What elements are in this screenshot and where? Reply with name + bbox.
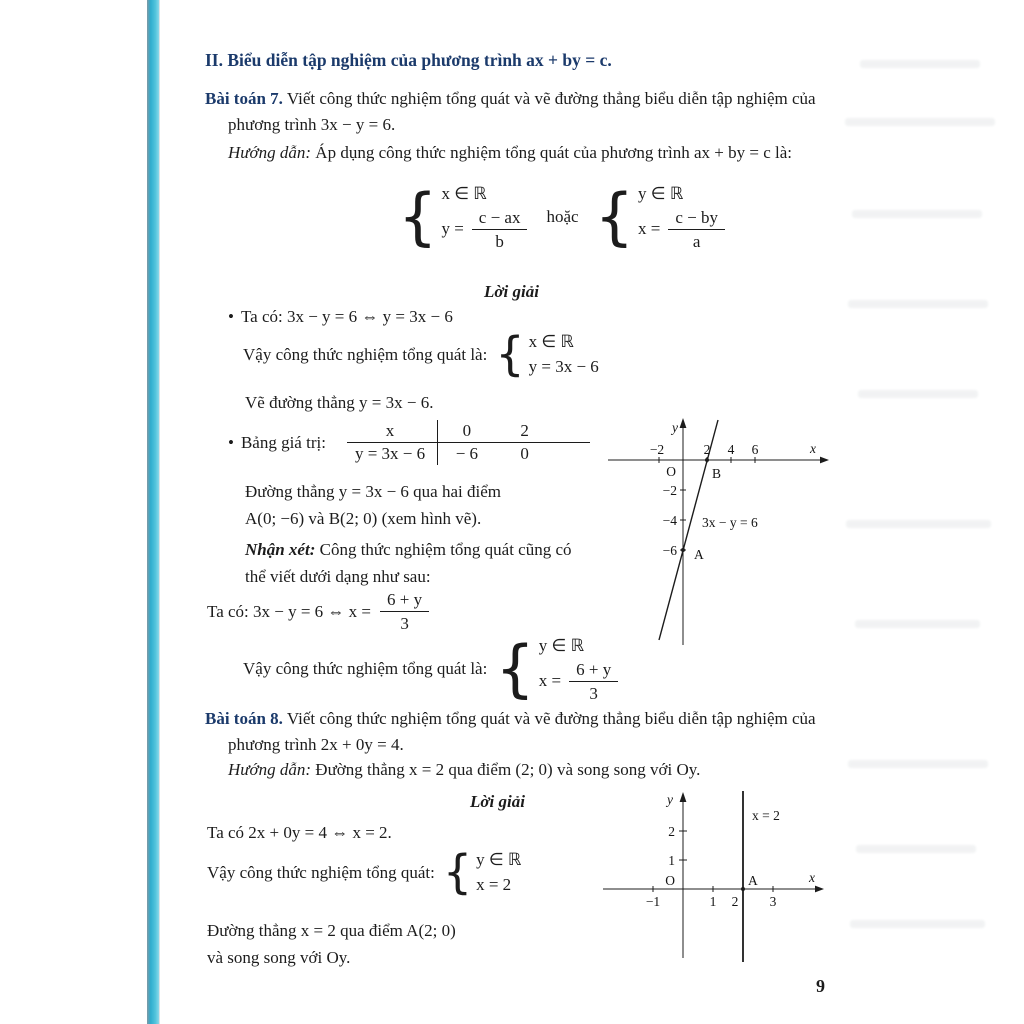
hint-text: Áp dụng công thức nghiệm tổng quát của phương trình ax + by = c là: <box>315 143 792 162</box>
left-brace: { <box>594 180 635 254</box>
step1-text: Ta có: 3x − y = 6 ⇔ y = 3x − 6 <box>240 307 453 326</box>
system1-line1: x ∈ ℝ <box>441 184 487 203</box>
y-axis-label: y <box>672 420 678 435</box>
point-a-dot <box>681 548 685 552</box>
denominator: a <box>692 231 701 251</box>
x-axis-arrow <box>820 457 829 464</box>
x-tick-label: 3 <box>769 894 777 909</box>
x-tick-label: 2 <box>731 894 739 909</box>
page-bleed-artifact <box>855 620 980 628</box>
y-tick-label: −6 <box>662 543 677 558</box>
fraction <box>472 207 528 253</box>
problem8-text: Viết công thức nghiệm tổng quát và vẽ đường thẳng biểu diễn tập nghiệm của phương trình 2x + 0y = 4. <box>228 709 816 755</box>
problem7-hint <box>205 140 821 166</box>
value-table-label: Bảng giá trị: <box>240 432 326 452</box>
table-cell: − 6 <box>455 444 479 463</box>
general-solution-formulas <box>398 182 728 252</box>
page-bleed-artifact <box>845 118 995 126</box>
denominator: b <box>495 231 504 251</box>
y-tick-label: −4 <box>662 513 677 528</box>
y-tick-label: −2 <box>662 483 677 498</box>
system2-lhs: x = <box>638 219 661 239</box>
table-cell: 0 <box>438 420 496 443</box>
table-spacer <box>554 420 590 443</box>
solution-system <box>495 326 599 381</box>
y-axis-label: y <box>667 792 673 807</box>
formula-system-2 <box>595 182 728 252</box>
problem7-label: Bài toán 7. <box>205 89 283 108</box>
table-cell: y = 3x − 6 <box>347 443 438 466</box>
system1-lhs: y = <box>441 219 464 239</box>
book-edge-strip <box>147 0 160 1024</box>
system-lhs: x = <box>538 671 562 691</box>
problem7-statement <box>205 86 821 139</box>
step2-text: Vậy công thức nghiệm tổng quát: <box>207 862 435 882</box>
page-bleed-artifact <box>848 300 988 308</box>
system2-line1: y ∈ ℝ <box>638 184 684 203</box>
hint-text: Đường thẳng x = 2 qua điểm (2; 0) và song song với Oy. <box>315 760 701 779</box>
point-a-dot <box>741 887 745 891</box>
numerator: c − by <box>668 207 725 230</box>
page-bleed-artifact <box>846 520 991 528</box>
graph-line-3x-minus-y-6 <box>600 415 832 650</box>
denominator: 3 <box>400 614 409 634</box>
step3-line1: Đường thẳng x = 2 qua điểm A(2; 0) <box>207 921 456 940</box>
origin-label: O <box>665 873 675 888</box>
solution8-step3 <box>207 917 557 971</box>
hint-label: Hướng dẫn: <box>228 760 312 779</box>
problem8-label: Bài toán 8. <box>205 709 283 728</box>
table-row <box>347 443 590 466</box>
x-tick-label: 2 <box>703 442 711 457</box>
step3-line2: và song song với Oy. <box>207 948 351 968</box>
solution7-step1 <box>228 307 453 327</box>
y-tick-label: 1 <box>668 853 675 868</box>
point-a-label: A <box>694 547 704 562</box>
value-table-block <box>228 420 590 465</box>
point-a-label: A <box>748 873 758 888</box>
page-bleed-artifact <box>848 760 988 768</box>
graph-line-x-equals-2 <box>595 786 833 971</box>
solution7-step5 <box>243 634 621 704</box>
x-tick-label: −1 <box>645 894 661 909</box>
numerator: 6 + y <box>569 659 618 682</box>
note-label: Nhận xét: <box>245 540 316 559</box>
fraction <box>668 207 725 253</box>
problem8-statement <box>205 706 821 759</box>
bullet: • <box>228 432 234 452</box>
table-spacer <box>554 443 590 466</box>
para-line1: Đường thẳng y = 3x − 6 qua hai điểm <box>245 482 501 501</box>
solution8-step1: Ta có 2x + 0y = 4 ⇔ x = 2. <box>207 823 392 842</box>
or-word: hoặc <box>546 207 579 227</box>
page-number: 9 <box>816 976 825 996</box>
problem7-text: Viết công thức nghiệm tổng quát và vẽ đường thẳng biểu diễn tập nghiệm của phương trình 3x − y = 6. <box>228 89 816 135</box>
x-axis-label: x <box>809 870 815 885</box>
page-bleed-artifact <box>856 845 976 853</box>
hint-label: Hướng dẫn: <box>228 143 312 162</box>
y-axis-arrow <box>680 792 687 802</box>
note-text: Công thức nghiệm tổng quát cũng có thể viết dưới dạng như sau: <box>245 540 572 587</box>
origin-label: O <box>666 464 676 479</box>
fraction <box>569 659 618 705</box>
numerator: 6 + y <box>380 589 429 612</box>
system-line2: y = 3x − 6 <box>528 356 599 376</box>
system-line2: x = 2 <box>476 874 512 894</box>
x-axis-label: x <box>810 441 816 456</box>
system-line1: x ∈ ℝ <box>528 332 574 351</box>
system-line1: y ∈ ℝ <box>538 636 585 655</box>
left-brace: { <box>495 632 535 706</box>
point-b-dot <box>705 458 709 462</box>
table-row <box>347 420 590 443</box>
formula-system-1 <box>398 182 530 252</box>
solution7-step2 <box>243 326 599 381</box>
value-table <box>347 420 590 465</box>
page-bleed-artifact <box>858 390 978 398</box>
step4-text: Ta có: 3x − y = 6 ⇔ x = <box>207 601 372 621</box>
y-tick-label: 2 <box>668 824 675 839</box>
table-cell: x <box>347 420 438 443</box>
page-bleed-artifact <box>850 920 985 928</box>
left-brace: { <box>495 326 525 381</box>
solution-system <box>442 844 522 899</box>
y-axis-arrow <box>680 418 687 428</box>
x-axis-arrow <box>815 886 824 893</box>
solution8-step2 <box>207 844 522 899</box>
point-b-label: B <box>712 466 722 481</box>
system-line1: y ∈ ℝ <box>476 850 522 869</box>
para-line2: A(0; −6) và B(2; 0) (xem hình vẽ). <box>245 509 482 529</box>
solution7-para <box>245 478 585 532</box>
numerator: c − ax <box>472 207 528 230</box>
page-bleed-artifact <box>860 60 980 68</box>
table-cell: 2 <box>496 420 554 443</box>
table-cell: 0 <box>520 444 529 463</box>
solution-heading-7: Lời giải <box>484 282 539 301</box>
left-brace: { <box>398 180 438 254</box>
solution7-step4 <box>207 589 432 635</box>
x-tick-label: 1 <box>709 894 717 909</box>
solution-heading-8: Lời giải <box>470 792 525 811</box>
note-block <box>245 536 585 590</box>
page-bleed-artifact <box>852 210 982 218</box>
problem8-hint <box>228 760 828 780</box>
x-tick-label: 4 <box>727 442 735 457</box>
denominator: 3 <box>589 683 598 703</box>
line-equation-label: 3x − y = 6 <box>702 515 758 530</box>
section-heading: II. Biểu diễn tập nghiệm của phương trình ax + by = c. <box>205 50 612 70</box>
step2-text: Vậy công thức nghiệm tổng quát là: <box>243 344 488 364</box>
x-tick-label: 6 <box>751 442 759 457</box>
fraction <box>380 589 429 635</box>
solution7-step3: Vẽ đường thẳng y = 3x − 6. <box>245 393 434 412</box>
step5-text: Vậy công thức nghiệm tổng quát là: <box>243 659 488 679</box>
left-brace: { <box>442 844 473 899</box>
bullet: • <box>228 307 234 326</box>
x-tick-label: −2 <box>649 442 665 457</box>
line-equation-label: x = 2 <box>752 808 780 823</box>
